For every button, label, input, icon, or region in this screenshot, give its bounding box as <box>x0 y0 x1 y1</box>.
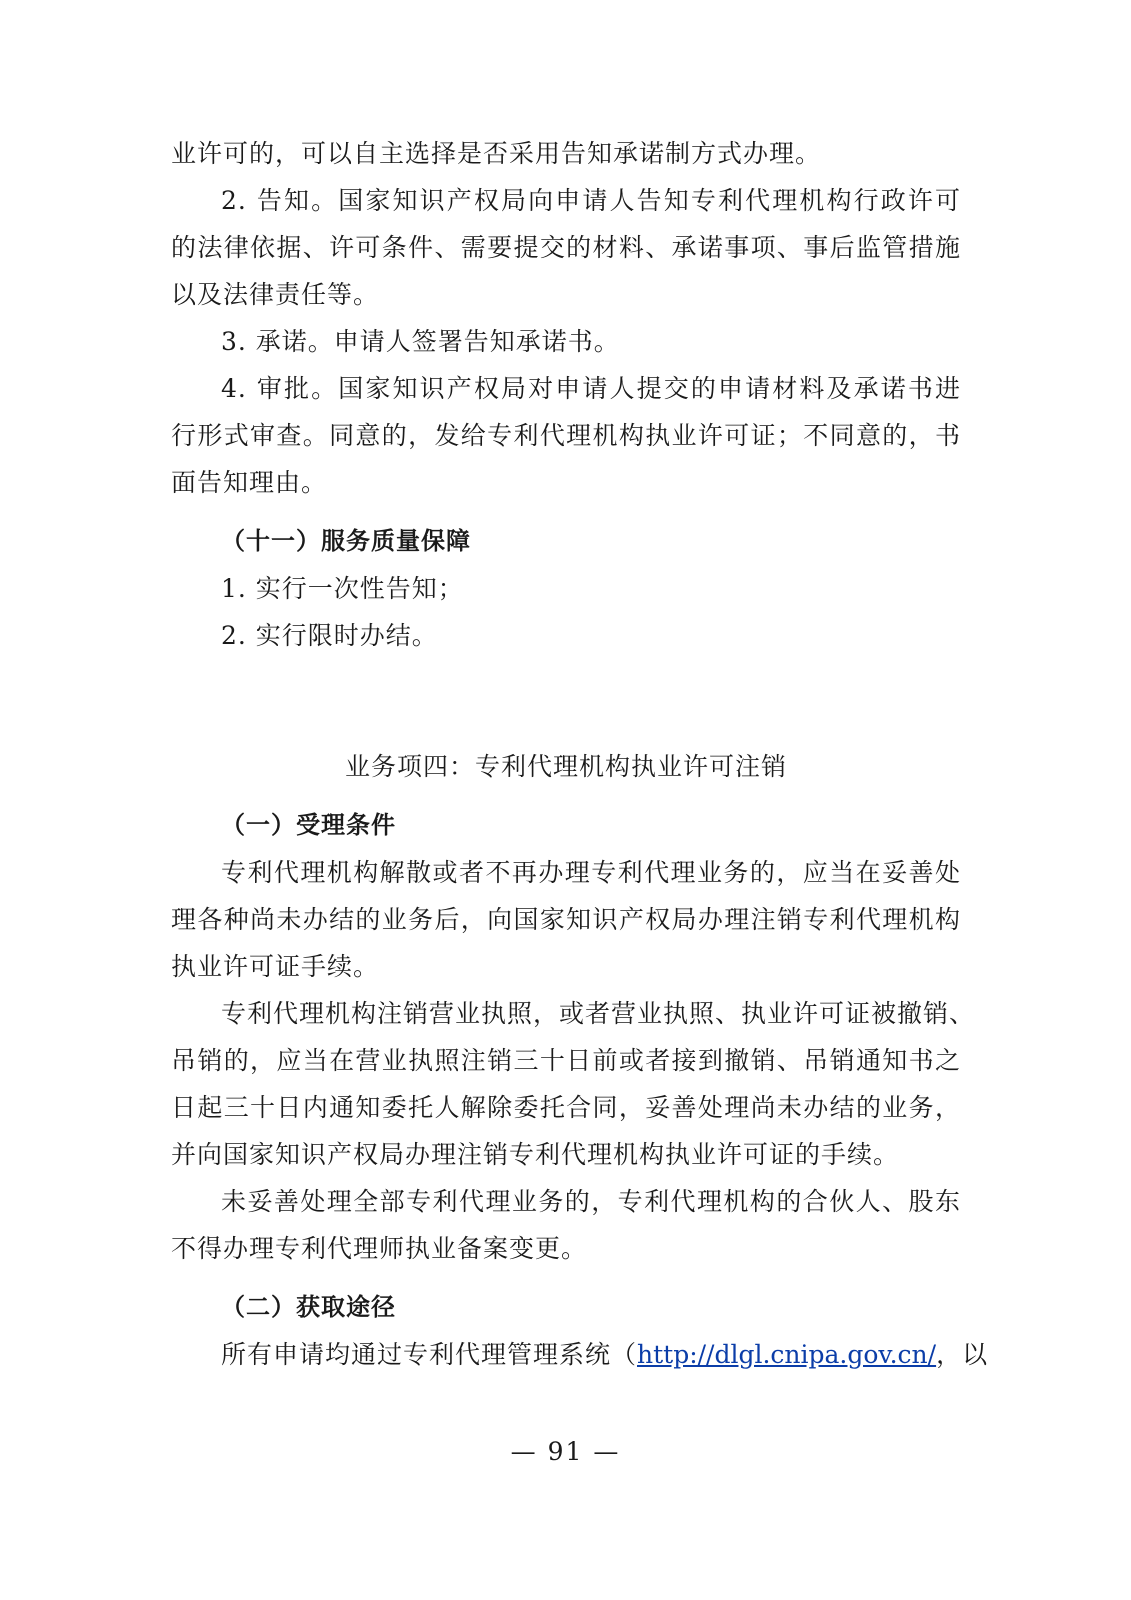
text-line: 并向国家知识产权局办理注销专利代理机构执业许可证的手续。 <box>171 1140 900 1169</box>
text-segment: 所有申请均通过专利代理管理系统（ <box>221 1340 638 1369</box>
text-line: 理各种尚未办结的业务后，向国家知识产权局办理注销专利代理机构 <box>171 905 961 934</box>
section-heading: （一）受理条件 <box>221 811 396 839</box>
text-line: 面告知理由。 <box>171 468 328 497</box>
text-line: 2. 告知。国家知识产权局向申请人告知专利代理机构行政许可 <box>221 186 961 215</box>
text-line <box>171 1331 989 1378</box>
text-line: 4. 审批。国家知识产权局对申请人提交的申请材料及承诺书进 <box>221 374 961 403</box>
section-heading: （十一）服务质量保障 <box>221 527 471 555</box>
text-line: 业许可的，可以自主选择是否采用告知承诺制方式办理。 <box>171 139 822 168</box>
business-item-title: 业务项四：专利代理机构执业许可注销 <box>344 752 787 781</box>
text-line: 未妥善处理全部专利代理业务的，专利代理机构的合伙人、股东 <box>221 1187 961 1216</box>
text-line: 的法律依据、许可条件、需要提交的材料、承诺事项、事后监管措施 <box>171 233 961 262</box>
system-url-link[interactable]: http://dlgl.cnipa.gov.cn/ <box>637 1340 937 1369</box>
text-line: 行形式审查。同意的，发给专利代理机构执业许可证；不同意的，书 <box>171 421 961 450</box>
text-line: 日起三十日内通知委托人解除委托合同，妥善处理尚未办结的业务， <box>171 1093 961 1122</box>
text-line: 3. 承诺。申请人签署告知承诺书。 <box>221 327 620 356</box>
text-line: 不得办理专利代理师执业备案变更。 <box>171 1234 588 1263</box>
section-heading: （二）获取途径 <box>221 1293 396 1321</box>
page-number: — 91 — <box>510 1437 621 1466</box>
text-line: 专利代理机构解散或者不再办理专利代理业务的，应当在妥善处 <box>221 858 961 887</box>
text-line: 吊销的，应当在营业执照注销三十日前或者接到撤销、吊销通知书之 <box>171 1046 961 1075</box>
list-item: 2. 实行限时办结。 <box>221 621 438 650</box>
text-line: 以及法律责任等。 <box>171 280 380 309</box>
text-segment: ，以 <box>936 1340 989 1369</box>
text-line: 执业许可证手续。 <box>171 952 380 981</box>
text-line: 专利代理机构注销营业执照，或者营业执照、执业许可证被撤销、 <box>221 999 976 1028</box>
list-item: 1. 实行一次性告知； <box>221 574 464 603</box>
document-body <box>171 130 989 1378</box>
